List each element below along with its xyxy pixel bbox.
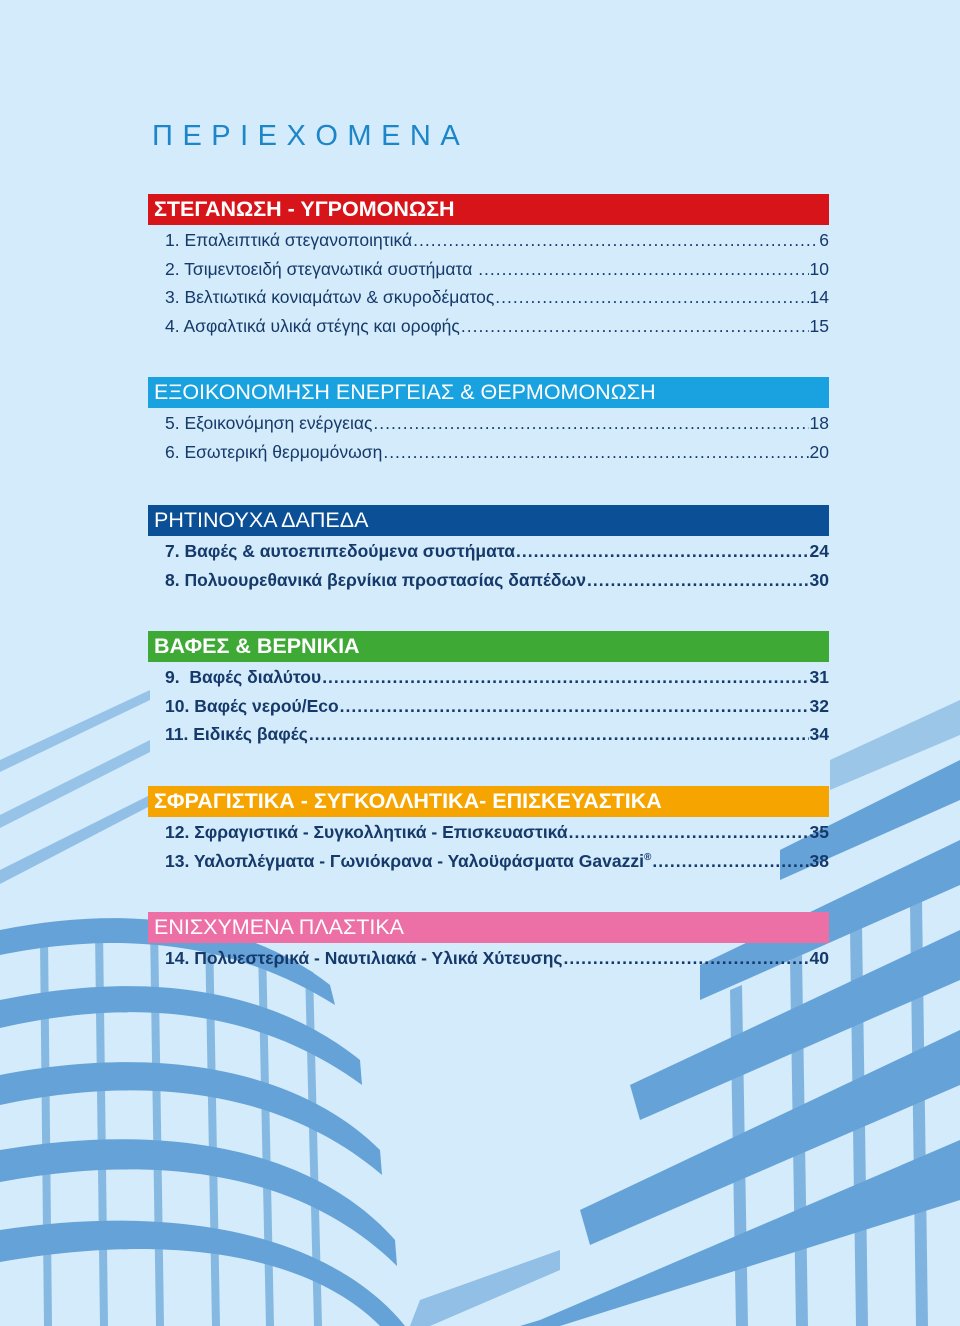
toc-entry[interactable] [165, 230, 829, 259]
entry-label: 9. Βαφές διαλύτου [165, 667, 322, 687]
entry-page: 34 [809, 724, 829, 745]
entry-label: 5. Εξοικονόμηση ενέργειας [165, 413, 373, 433]
section-heading: ΡΗΤΙΝΟΥΧΑ ΔΑΠΕΔΑ [148, 505, 829, 536]
dot-leader [383, 442, 808, 463]
entry-label-text: 13. Υαλοπλέγματα - Γωνιόκρανα - Υαλοϋφάσματα Gavazzi [165, 850, 644, 871]
dot-leader [569, 822, 809, 843]
registered-mark: ® [643, 851, 652, 863]
section-heading: ΣΤΕΓΑΝΩΣΗ - ΥΓΡΟΜΟΝΩΣΗ [148, 194, 829, 225]
toc-section-energy [148, 377, 829, 470]
entry-page: 20 [809, 441, 829, 462]
entry-page: 32 [809, 695, 829, 716]
entry-page: 10 [809, 258, 829, 279]
entry-page: 35 [809, 822, 829, 842]
entry-page: 15 [809, 315, 829, 336]
entry-label: 1. Επαλειπτικά στεγανοποιητικά [165, 230, 413, 250]
entry-page: 18 [809, 413, 829, 433]
entry-label: 8. Πολυουρεθανικά βερνίκια προστασίας δαπέδων [165, 569, 587, 590]
entry-label: 3. Βελτιωτικά κονιαμάτων & σκυροδέματος [165, 287, 495, 308]
toc-section-sealants [148, 786, 829, 879]
toc-entry[interactable] [165, 570, 829, 599]
toc-entry[interactable] [165, 948, 829, 977]
section-heading: ΣΦΡΑΓΙΣΤΙΚΑ - ΣΥΓΚΟΛΛΗΤΙΚΑ- ΕΠΙΣΚΕΥΑΣΤΙΚΑ [148, 786, 829, 817]
toc-entry[interactable] [165, 822, 829, 851]
section-heading: ΕΝΙΣΧΥΜΕΝΑ ΠΛΑΣΤΙΚΑ [148, 912, 829, 943]
dot-leader [495, 287, 808, 308]
entry-label: 2. Τσιμεντοειδή στεγανωτικά συστήματα [165, 258, 478, 279]
entry-label: 14. Πολυεστερικά - Ναυτιλιακά - Υλικά Χύτευσης [165, 948, 563, 968]
toc-section-paints [148, 631, 829, 753]
section-heading: ΕΞΟΙΚΟΝΟΜΗΣΗ ΕΝΕΡΓΕΙΑΣ & ΘΕΡΜΟΜΟΝΩΣΗ [148, 377, 829, 408]
dot-leader [587, 570, 809, 591]
toc-section-resin-floors [148, 505, 829, 598]
toc-entry[interactable] [165, 259, 829, 288]
entry-page: 14 [809, 287, 829, 308]
entry-label: 11. Ειδικές βαφές [165, 724, 308, 745]
toc-entry[interactable] [165, 316, 829, 345]
toc-entry[interactable] [165, 541, 829, 570]
toc-entry[interactable] [165, 442, 829, 471]
entry-label: 10. Βαφές νερού/Eco [165, 695, 339, 716]
toc-entry[interactable] [165, 724, 829, 753]
entry-label: 4. Ασφαλτικά υλικά στέγης και οροφής [165, 315, 460, 336]
entry-page: 40 [809, 948, 829, 968]
dot-leader [309, 724, 809, 745]
entry-page: 6 [819, 230, 829, 250]
section-items [148, 817, 829, 879]
dot-leader [478, 259, 808, 280]
entry-label: 7. Βαφές & αυτοεπιπεδούμενα συστήματα [165, 541, 515, 561]
toc-section-reinforced-plastics [148, 912, 829, 977]
entry-label: 12. Σφραγιστικά - Συγκολλητικά - Επισκευαστικά [165, 822, 568, 842]
section-items [148, 225, 829, 344]
toc-entry[interactable] [165, 667, 829, 696]
dot-leader [340, 696, 809, 717]
entry-page: 30 [809, 569, 829, 590]
dot-leader [564, 948, 809, 969]
toc-entry[interactable] [165, 851, 829, 880]
entry-page: 24 [809, 541, 829, 561]
page-title: ΠΕΡΙΕΧΟΜΕΝΑ [152, 120, 470, 152]
entry-label: 6. Εσωτερική θερμομόνωση [165, 441, 383, 462]
toc-entry[interactable] [165, 413, 829, 442]
toc-entry[interactable] [165, 696, 829, 725]
entry-page: 31 [809, 667, 829, 687]
toc-section-waterproofing [148, 194, 829, 344]
entry-label [165, 851, 651, 872]
dot-leader [652, 851, 808, 872]
dot-leader [322, 667, 808, 688]
entry-page: 38 [809, 850, 829, 871]
section-heading: ΒΑΦΕΣ & ΒΕΡΝΙΚΙΑ [148, 631, 829, 662]
section-items [148, 662, 829, 753]
section-items [148, 408, 829, 470]
section-items [148, 536, 829, 598]
dot-leader [373, 413, 808, 434]
dot-leader [516, 541, 809, 562]
dot-leader [461, 316, 809, 337]
toc-entry[interactable] [165, 287, 829, 316]
dot-leader [413, 230, 818, 251]
section-items [148, 943, 829, 977]
